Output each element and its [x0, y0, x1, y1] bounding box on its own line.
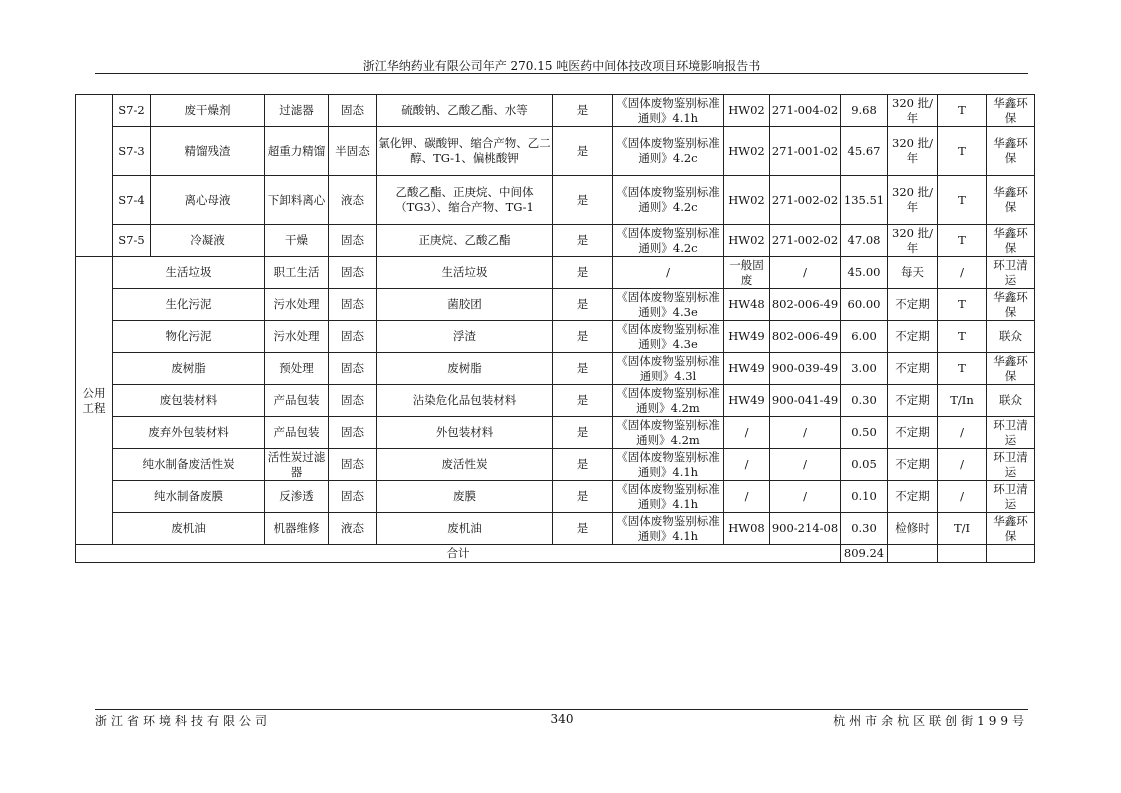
waste-composition: 正庚烷、乙酸乙酯	[377, 225, 553, 257]
waste-process: 干燥	[265, 225, 329, 257]
waste-category: HW49	[724, 385, 770, 417]
waste-name: 冷凝液	[151, 225, 265, 257]
waste-process: 产品包装	[265, 385, 329, 417]
waste-state: 固态	[329, 385, 377, 417]
judgement-basis: 《固体废物鉴别标准通则》4.2c	[613, 176, 724, 225]
judgement-basis: 《固体废物鉴别标准通则》4.3e	[613, 321, 724, 353]
judgement-basis: 《固体废物鉴别标准通则》4.1h	[613, 449, 724, 481]
disposal-method: 联众	[987, 321, 1035, 353]
judgement-basis: 《固体废物鉴别标准通则》4.2m	[613, 417, 724, 449]
table-row	[76, 95, 1035, 127]
page-header-title: 浙江华纳药业有限公司年产 270.15 吨医药中间体技改项目环境影响报告书	[362, 59, 761, 73]
waste-frequency: 不定期	[888, 385, 938, 417]
waste-code-number: 271-001-02	[770, 127, 841, 176]
total-empty-cell	[938, 545, 987, 563]
waste-composition: 外包装材料	[377, 417, 553, 449]
hazard-property: /	[938, 449, 987, 481]
waste-name: 生化污泥	[113, 289, 265, 321]
table-row	[76, 289, 1035, 321]
waste-code-number: 802-006-49	[770, 289, 841, 321]
total-empty-cell	[987, 545, 1035, 563]
waste-frequency: 不定期	[888, 353, 938, 385]
is-solid-waste: 是	[553, 481, 613, 513]
waste-process: 过滤器	[265, 95, 329, 127]
waste-state: 液态	[329, 513, 377, 545]
waste-category: HW49	[724, 353, 770, 385]
waste-quantity: 45.00	[841, 257, 888, 289]
waste-category: HW02	[724, 225, 770, 257]
waste-frequency: 检修时	[888, 513, 938, 545]
waste-category: HW02	[724, 127, 770, 176]
waste-name: 生活垃圾	[113, 257, 265, 289]
waste-frequency: 不定期	[888, 417, 938, 449]
waste-process: 污水处理	[265, 321, 329, 353]
is-solid-waste: 是	[553, 417, 613, 449]
waste-state: 固态	[329, 353, 377, 385]
waste-frequency: 不定期	[888, 289, 938, 321]
table-row	[76, 321, 1035, 353]
waste-name: 纯水制备废膜	[113, 481, 265, 513]
is-solid-waste: 是	[553, 321, 613, 353]
disposal-method: 环卫清运	[987, 417, 1035, 449]
is-solid-waste: 是	[553, 513, 613, 545]
total-quantity: 809.24	[841, 545, 888, 563]
judgement-basis: 《固体废物鉴别标准通则》4.3e	[613, 289, 724, 321]
waste-code-number: 900-041-49	[770, 385, 841, 417]
hazard-property: /	[938, 257, 987, 289]
waste-composition: 沾染危化品包装材料	[377, 385, 553, 417]
waste-name: 废弃外包装材料	[113, 417, 265, 449]
table-row	[76, 257, 1035, 289]
waste-frequency: 不定期	[888, 449, 938, 481]
waste-composition: 废膜	[377, 481, 553, 513]
waste-code-number: /	[770, 417, 841, 449]
waste-code-number: /	[770, 257, 841, 289]
waste-name: 废干燥剂	[151, 95, 265, 127]
waste-code-number: 900-039-49	[770, 353, 841, 385]
waste-state: 固态	[329, 449, 377, 481]
judgement-basis: 《固体废物鉴别标准通则》4.1h	[613, 95, 724, 127]
hazard-property: T	[938, 176, 987, 225]
waste-quantity: 0.50	[841, 417, 888, 449]
table-row	[76, 449, 1035, 481]
waste-process: 下卸料离心	[265, 176, 329, 225]
footer-rule	[95, 709, 1028, 710]
waste-process: 污水处理	[265, 289, 329, 321]
waste-name: 废树脂	[113, 353, 265, 385]
waste-quantity: 47.08	[841, 225, 888, 257]
waste-name: 纯水制备废活性炭	[113, 449, 265, 481]
total-empty-cell	[888, 545, 938, 563]
is-solid-waste: 是	[553, 289, 613, 321]
table-row	[76, 481, 1035, 513]
waste-state: 固态	[329, 257, 377, 289]
table-row	[76, 513, 1035, 545]
waste-process: 预处理	[265, 353, 329, 385]
waste-process: 反渗透	[265, 481, 329, 513]
header-rule	[95, 73, 1028, 74]
waste-process: 超重力精馏	[265, 127, 329, 176]
waste-code-number: /	[770, 481, 841, 513]
waste-name: 物化污泥	[113, 321, 265, 353]
hazard-property: T	[938, 127, 987, 176]
waste-category: /	[724, 417, 770, 449]
waste-frequency: 每天	[888, 257, 938, 289]
disposal-method: 华鑫环保	[987, 513, 1035, 545]
disposal-method: 华鑫环保	[987, 176, 1035, 225]
waste-name: 废包装材料	[113, 385, 265, 417]
waste-quantity: 9.68	[841, 95, 888, 127]
waste-category: /	[724, 449, 770, 481]
waste-frequency: 320 批/年	[888, 127, 938, 176]
hazard-property: T	[938, 353, 987, 385]
waste-state: 固态	[329, 417, 377, 449]
table-row	[76, 353, 1035, 385]
waste-code: S7-2	[113, 95, 151, 127]
disposal-method: 华鑫环保	[987, 289, 1035, 321]
waste-state: 固态	[329, 289, 377, 321]
hazard-property: T	[938, 289, 987, 321]
waste-quantity: 0.30	[841, 513, 888, 545]
page-number: 340	[550, 712, 574, 726]
waste-code-number: 900-214-08	[770, 513, 841, 545]
public-works-label: 公用工程	[76, 257, 113, 545]
waste-code: S7-5	[113, 225, 151, 257]
total-label: 合计	[76, 545, 841, 563]
waste-code-number: 802-006-49	[770, 321, 841, 353]
hazard-property: T	[938, 95, 987, 127]
is-solid-waste: 是	[553, 385, 613, 417]
judgement-basis: 《固体废物鉴别标准通则》4.3l	[613, 353, 724, 385]
waste-category: HW08	[724, 513, 770, 545]
waste-quantity: 0.30	[841, 385, 888, 417]
is-solid-waste: 是	[553, 257, 613, 289]
waste-quantity: 6.00	[841, 321, 888, 353]
waste-composition: 乙酸乙酯、正庚烷、中间体（TG3）、缩合产物、TG-1	[377, 176, 553, 225]
waste-quantity: 135.51	[841, 176, 888, 225]
solid-waste-table	[75, 94, 1035, 563]
waste-composition: 硫酸钠、乙酸乙酯、水等	[377, 95, 553, 127]
judgement-basis: 《固体废物鉴别标准通则》4.2c	[613, 225, 724, 257]
table-row	[76, 385, 1035, 417]
table-row	[76, 417, 1035, 449]
waste-code-number: 271-002-02	[770, 225, 841, 257]
waste-code-number: /	[770, 449, 841, 481]
hazard-property: T/In	[938, 385, 987, 417]
waste-frequency: 320 批/年	[888, 176, 938, 225]
disposal-method: 华鑫环保	[987, 225, 1035, 257]
waste-state: 固态	[329, 95, 377, 127]
waste-composition: 浮渣	[377, 321, 553, 353]
waste-category: /	[724, 481, 770, 513]
is-solid-waste: 是	[553, 225, 613, 257]
footer-address: 杭州市余杭区联创街199号	[833, 714, 1028, 728]
disposal-method: 环卫清运	[987, 481, 1035, 513]
waste-category: 一般固废	[724, 257, 770, 289]
hazard-property: T	[938, 225, 987, 257]
is-solid-waste: 是	[553, 127, 613, 176]
waste-process: 职工生活	[265, 257, 329, 289]
waste-composition: 氯化钾、碳酸钾、缩合产物、乙二醇、TG-1、偏桃酸钾	[377, 127, 553, 176]
waste-quantity: 0.10	[841, 481, 888, 513]
is-solid-waste: 是	[553, 353, 613, 385]
waste-quantity: 3.00	[841, 353, 888, 385]
waste-composition: 生活垃圾	[377, 257, 553, 289]
waste-code-number: 271-002-02	[770, 176, 841, 225]
waste-process: 活性炭过滤器	[265, 449, 329, 481]
hazard-property: T/I	[938, 513, 987, 545]
waste-category: HW02	[724, 95, 770, 127]
waste-frequency: 320 批/年	[888, 95, 938, 127]
waste-state: 固态	[329, 321, 377, 353]
waste-name: 废机油	[113, 513, 265, 545]
waste-composition: 菌胶团	[377, 289, 553, 321]
judgement-basis: 《固体废物鉴别标准通则》4.2c	[613, 127, 724, 176]
waste-composition: 废树脂	[377, 353, 553, 385]
waste-state: 半固态	[329, 127, 377, 176]
waste-frequency: 不定期	[888, 321, 938, 353]
waste-quantity: 45.67	[841, 127, 888, 176]
waste-state: 固态	[329, 225, 377, 257]
waste-code: S7-4	[113, 176, 151, 225]
waste-state: 固态	[329, 481, 377, 513]
judgement-basis: 《固体废物鉴别标准通则》4.2m	[613, 385, 724, 417]
waste-code-number: 271-004-02	[770, 95, 841, 127]
judgement-basis: /	[613, 257, 724, 289]
disposal-method: 华鑫环保	[987, 353, 1035, 385]
disposal-method: 华鑫环保	[987, 95, 1035, 127]
disposal-method: 华鑫环保	[987, 127, 1035, 176]
waste-category: HW02	[724, 176, 770, 225]
waste-name: 精馏残渣	[151, 127, 265, 176]
waste-category: HW48	[724, 289, 770, 321]
hazard-property: /	[938, 481, 987, 513]
is-solid-waste: 是	[553, 176, 613, 225]
hazard-property: T	[938, 321, 987, 353]
disposal-method: 环卫清运	[987, 257, 1035, 289]
waste-quantity: 60.00	[841, 289, 888, 321]
waste-category: HW49	[724, 321, 770, 353]
is-solid-waste: 是	[553, 449, 613, 481]
waste-composition: 废活性炭	[377, 449, 553, 481]
is-solid-waste: 是	[553, 95, 613, 127]
waste-code: S7-3	[113, 127, 151, 176]
waste-quantity: 0.05	[841, 449, 888, 481]
waste-name: 离心母液	[151, 176, 265, 225]
table-row	[76, 176, 1035, 225]
waste-frequency: 320 批/年	[888, 225, 938, 257]
waste-process: 产品包装	[265, 417, 329, 449]
hazard-property: /	[938, 417, 987, 449]
judgement-basis: 《固体废物鉴别标准通则》4.1h	[613, 481, 724, 513]
waste-composition: 废机油	[377, 513, 553, 545]
waste-state: 液态	[329, 176, 377, 225]
waste-frequency: 不定期	[888, 481, 938, 513]
judgement-basis: 《固体废物鉴别标准通则》4.1h	[613, 513, 724, 545]
table-row	[76, 127, 1035, 176]
process-group-cell	[76, 95, 113, 257]
disposal-method: 联众	[987, 385, 1035, 417]
disposal-method: 环卫清运	[987, 449, 1035, 481]
total-row	[76, 545, 1035, 563]
waste-process: 机器维修	[265, 513, 329, 545]
table-row	[76, 225, 1035, 257]
footer-company: 浙江省环境科技有限公司	[95, 714, 272, 728]
